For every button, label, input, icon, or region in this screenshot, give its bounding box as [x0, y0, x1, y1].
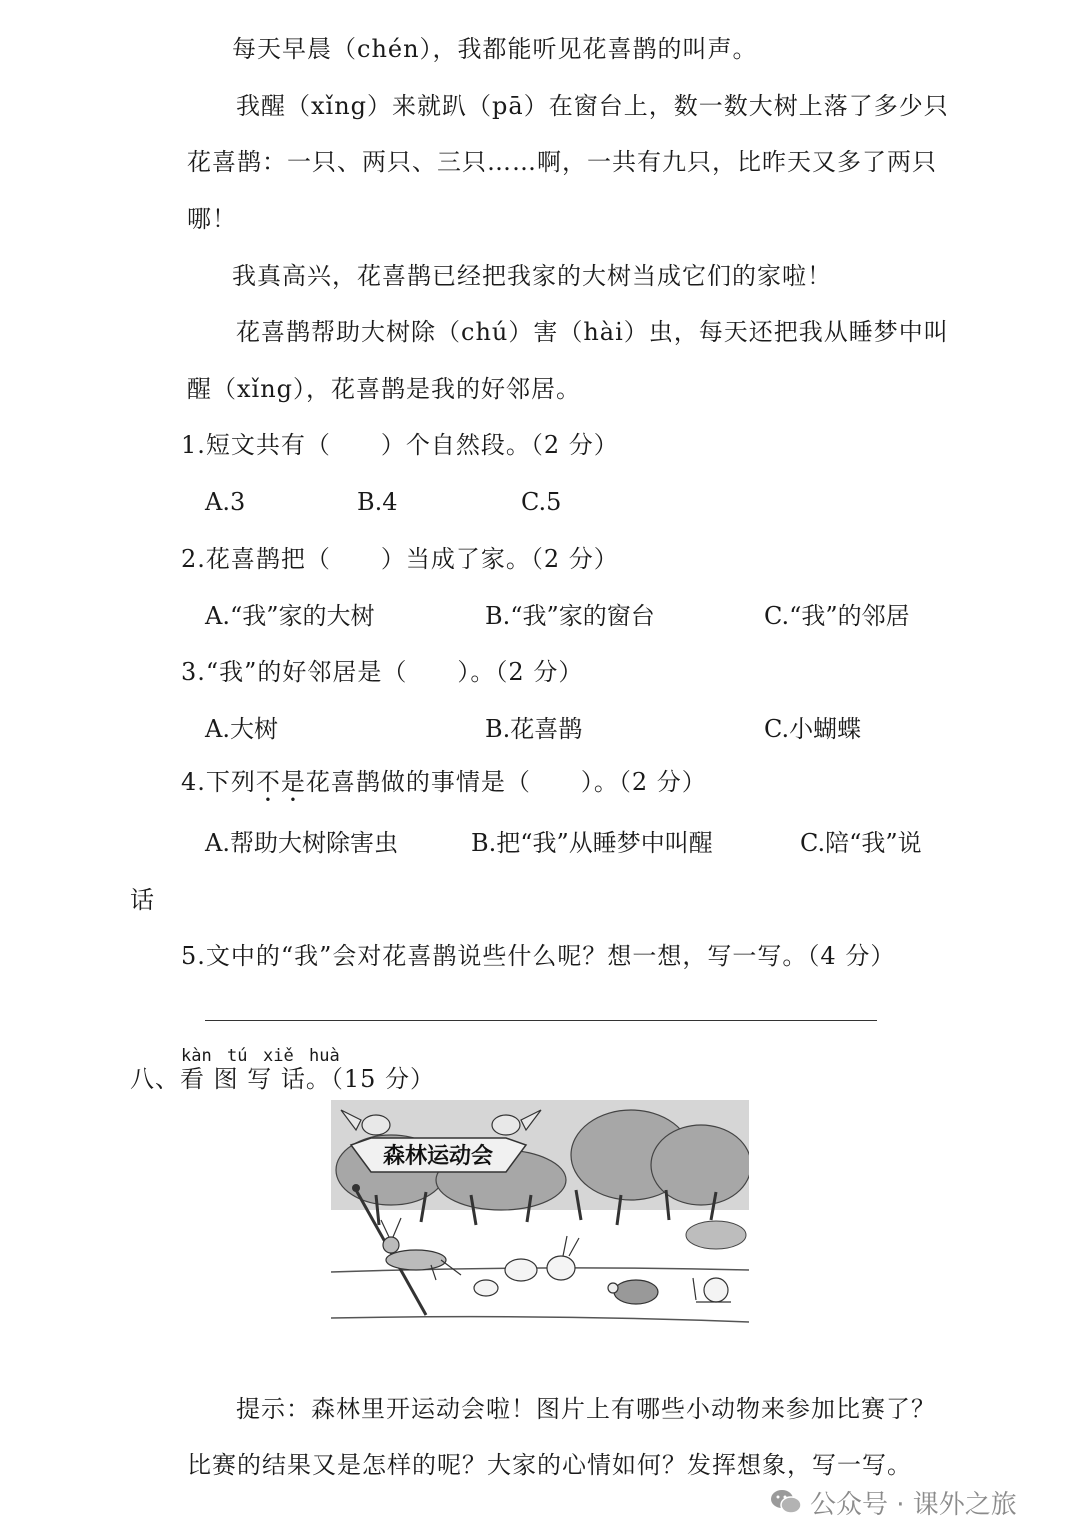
question-2-option-c: C.“我”的邻居 — [764, 602, 910, 630]
pinyin-hua: huà — [309, 1046, 340, 1066]
question-2-option-a: A.“我”家的大树 — [205, 602, 375, 630]
question-4-option-a: A.帮助大树除害虫 — [205, 829, 398, 857]
pinyin-xie: xiě — [263, 1046, 294, 1066]
pinyin-tu: tú — [227, 1046, 248, 1066]
wechat-icon — [770, 1488, 802, 1516]
passage-paragraph-2-line-3: 哪！ — [187, 205, 237, 233]
question-1-option-a: A.3 — [205, 488, 246, 516]
question-4 — [181, 767, 707, 797]
hint-line-1: 提示：森林里开运动会啦！图片上有哪些小动物来参加比赛了？ — [236, 1395, 936, 1423]
question-3-option-a: A.大树 — [205, 715, 278, 743]
pinyin-kan: kàn — [181, 1046, 212, 1066]
hint-line-2: 比赛的结果又是怎样的呢？大家的心情如何？发挥想象，写一写。 — [187, 1451, 912, 1479]
forest-sports-meet-illustration — [331, 1100, 749, 1333]
passage-paragraph-4-line-1: 花喜鹊帮助大树除（chú）害（hài）虫，每天还把我从睡梦中叫 — [236, 318, 949, 346]
question-1-option-c: C.5 — [521, 488, 562, 516]
question-4-option-c: C.陪“我”说 — [800, 829, 922, 857]
question-4-option-b: B.把“我”从睡梦中叫醒 — [471, 829, 713, 857]
question-3-option-b: B.花喜鹊 — [485, 715, 583, 743]
watermark-text: 公众号 · 课外之旅 — [810, 1489, 1017, 1520]
question-3-option-c: C.小蝴蝶 — [764, 715, 862, 743]
passage-paragraph-4-line-2: 醒（xǐng），花喜鹊是我的好邻居。 — [187, 375, 582, 403]
passage-paragraph-3: 我真高兴，花喜鹊已经把我家的大树当成它们的家啦！ — [232, 262, 832, 290]
passage-paragraph-2-line-2: 花喜鹊：一只、两只、三只……啊，一共有九只，比昨天又多了两只 — [187, 148, 937, 176]
question-5: 5.文中的“我”会对花喜鹊说些什么呢？想一想，写一写。（4 分） — [181, 942, 896, 970]
question-1: 1.短文共有（ ）个自然段。（2 分） — [181, 431, 619, 459]
section-8-title: 八、看 图 写 话。（15 分） — [130, 1065, 436, 1093]
passage-paragraph-1: 每天早晨（chén），我都能听见花喜鹊的叫声。 — [232, 35, 758, 63]
question-4-option-c-continued: 话 — [130, 886, 154, 914]
question-2-option-b: B.“我”家的窗台 — [485, 602, 655, 630]
banner-text: 森林运动会 — [382, 1144, 494, 1169]
question-4-prefix: 4.下列 — [181, 768, 256, 796]
question-1-option-b: B.4 — [357, 488, 398, 516]
watermark — [770, 1484, 1017, 1520]
answer-writing-line — [205, 1020, 877, 1021]
emphasis-dotted-char: 是 — [280, 768, 306, 796]
question-4-suffix: 花喜鹊做的事情是（ ）。（2 分） — [305, 768, 707, 796]
emphasis-dotted-char: 不 — [255, 768, 281, 796]
question-2: 2.花喜鹊把（ ）当成了家。（2 分） — [181, 545, 619, 573]
question-3: 3.“我”的好邻居是（ ）。（2 分） — [181, 658, 584, 686]
passage-paragraph-2-line-1: 我醒（xǐng）来就趴（pā）在窗台上，数一数大树上落了多少只 — [236, 92, 949, 120]
